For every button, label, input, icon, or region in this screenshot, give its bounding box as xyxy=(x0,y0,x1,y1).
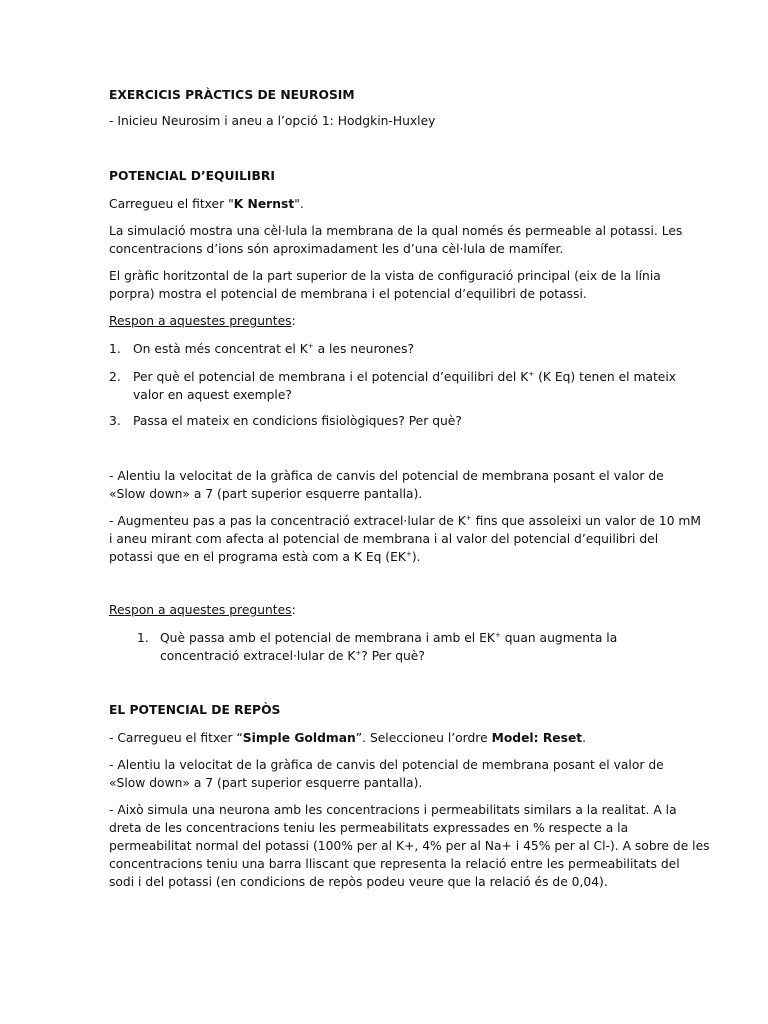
paragraph-simulation-line-2: concentracions d’ions són aproximadament les d’una cèl·lula de mamífer. xyxy=(109,242,564,256)
augment-line-1: - Augmenteu pas a pas la concentració extracel·lular de K+ fins que assoleixi un valor de 10 mM xyxy=(109,514,702,528)
paragraph-graph-line-2: porpra) mostra el potencial de membrana i el potencial d’equilibri de potassi. xyxy=(109,287,587,301)
paragraph-graph-line-1: El gràfic horitzontal de la part superior de la vista de configuració principal (eix de la línia xyxy=(109,269,661,283)
slow-down-line-2: «Slow down» a 7 (part superior esquerre pantalla). xyxy=(109,487,423,501)
question-number: 2. xyxy=(109,370,121,384)
question-2-line-2: valor en aquest exemple? xyxy=(133,388,292,402)
questions-intro: Respon a aquestes preguntes: xyxy=(109,314,296,328)
question-number: 3. xyxy=(109,414,121,428)
simulation-paragraph-line-4: concentracions teniu una barra lliscant que representa la relació entre les permeabilitats del xyxy=(109,857,680,871)
load-file-line: Carregueu el fitxer "K Nernst". xyxy=(109,197,304,211)
slow-down-2-line-1: - Alentiu la velocitat de la gràfica de canvis del potencial de membrana posant el valor de xyxy=(109,758,664,772)
augment-line-3: potassi que en el programa està com a K Eq (EK+). xyxy=(109,550,421,564)
question-2-line-1: Per què el potencial de membrana i el potencial d’equilibri del K+ (K Eq) tenen el mateix xyxy=(133,370,677,384)
slow-down-2-line-2: «Slow down» a 7 (part superior esquerre pantalla). xyxy=(109,776,423,790)
question-number: 1. xyxy=(137,631,149,645)
augment-line-2: i aneu mirant com afecta al potencial de membrana i al valor del potencial d’equilibri del xyxy=(109,532,659,546)
load-goldman-line: - Carregueu el fitxer “Simple Goldman”. Seleccioneu l’ordre Model: Reset. xyxy=(109,731,587,745)
question-ek-line-1: Què passa amb el potencial de membrana i amb el EK+ quan augmenta la xyxy=(160,631,618,645)
simulation-paragraph-line-1: - Això simula una neurona amb les concentracions i permeabilitats similars a la realitat. A la xyxy=(109,803,677,817)
question-number: 1. xyxy=(109,342,121,356)
simulation-paragraph-line-5: sodi i del potassi (en condicions de repòs podeu veure que la relació és de 0,04). xyxy=(109,875,608,889)
questions-intro-2: Respon a aquestes preguntes: xyxy=(109,603,296,617)
question-1: On està més concentrat el K+ a les neurones? xyxy=(133,342,415,356)
document-title: EXERCICIS PRÀCTICS DE NEUROSIM xyxy=(109,88,355,102)
simulation-paragraph-line-2: dreta de les concentracions teniu les permeabilitats expressades en % respecte a la xyxy=(109,821,629,835)
intro-line: - Inicieu Neurosim i aneu a l’opció 1: Hodgkin-Huxley xyxy=(109,114,436,128)
simulation-paragraph-line-3: permeabilitat normal del potassi (100% per al K+, 4% per al Na+ i 45% per al Cl-). A sobre de les xyxy=(109,839,710,853)
slow-down-line-1: - Alentiu la velocitat de la gràfica de canvis del potencial de membrana posant el valor de xyxy=(109,469,664,483)
question-3: Passa el mateix en condicions fisiològiques? Per què? xyxy=(133,414,462,428)
section-heading-equilibri: POTENCIAL D’EQUILIBRI xyxy=(109,169,275,183)
section-heading-repos: EL POTENCIAL DE REPÒS xyxy=(109,703,281,717)
question-ek-line-2: concentració extracel·lular de K+? Per què? xyxy=(160,649,425,663)
paragraph-simulation-line-1: La simulació mostra una cèl·lula la membrana de la qual només és permeable al potassi. Les xyxy=(109,224,683,238)
